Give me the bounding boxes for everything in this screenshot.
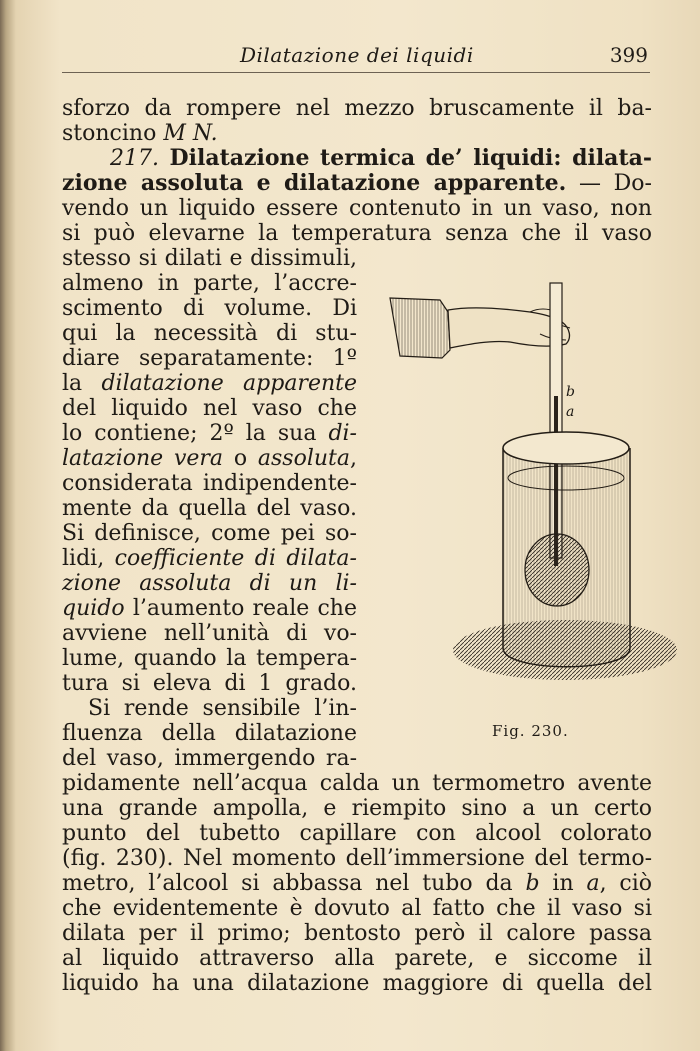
sleeve-cuff bbox=[390, 298, 450, 358]
label-b: b bbox=[566, 384, 575, 400]
text-line: scimento di volume. Di bbox=[62, 296, 357, 321]
figure-230 bbox=[380, 278, 680, 698]
text-line: mente da quella del vaso. bbox=[62, 496, 357, 521]
text-line: almeno in parte, l’accre- bbox=[62, 271, 357, 296]
section-heading: 217. Dilatazione termica de’ liquidi: dilata- bbox=[110, 145, 652, 171]
text-line: si può elevarne la temperatura senza che il vaso bbox=[62, 221, 652, 246]
text-line: zione assoluta di un li- bbox=[62, 571, 357, 596]
text-line: punto del tubetto capillare con alcool colorato bbox=[62, 821, 652, 846]
text-line: qui la necessità di stu- bbox=[62, 321, 357, 346]
text-line: sforzo da rompere nel mezzo bruscamente il ba- bbox=[62, 96, 652, 121]
text-line: diare separatamente: 1º bbox=[62, 346, 357, 371]
running-title: Dilatazione dei liquidi bbox=[240, 43, 474, 67]
text-line: stoncino M N. bbox=[62, 121, 218, 146]
text-line: Si rende sensibile l’in- bbox=[88, 696, 357, 721]
text-line: dilata per il primo; bentosto però il calore passa bbox=[62, 921, 652, 946]
text-line: del liquido nel vaso che bbox=[62, 396, 357, 421]
text-line: del vaso, immergendo ra- bbox=[62, 746, 357, 771]
thermometer-engraving bbox=[380, 278, 680, 698]
thermometer-bulb bbox=[525, 534, 589, 606]
text-line: tura si eleva di 1 grado. bbox=[62, 671, 357, 696]
label-a: a bbox=[566, 404, 575, 420]
text-line: avviene nell’unità di vo- bbox=[62, 621, 357, 646]
text-line: al liquido attraverso alla parete, e siccome il bbox=[62, 946, 652, 971]
jar-rim bbox=[503, 432, 629, 464]
text-line: quido l’aumento reale che bbox=[62, 596, 357, 621]
text-line: lume, quando la tempera- bbox=[62, 646, 357, 671]
text-line: la dilatazione apparente bbox=[62, 371, 357, 396]
section-heading-cont: zione assoluta e dilatazione apparente. — Do- bbox=[62, 170, 652, 196]
text-line: pidamente nell’acqua calda un termometro avente bbox=[62, 771, 652, 796]
running-header bbox=[62, 40, 650, 73]
page-number: 399 bbox=[609, 43, 648, 67]
text-line: una grande ampolla, e riempito sino a un certo bbox=[62, 796, 652, 821]
text-line: considerata indipendente- bbox=[62, 471, 357, 496]
text-line: liquido ha una dilatazione maggiore di quella del bbox=[62, 971, 652, 996]
text-line: che evidentemente è dovuto al fatto che il vaso si bbox=[62, 896, 652, 921]
text-line: (fig. 230). Nel momento dell’immersione del termo- bbox=[62, 846, 652, 871]
text-line: fluenza della dilatazione bbox=[62, 721, 357, 746]
text-line: metro, l’alcool si abbassa nel tubo da b in a, ciò bbox=[62, 871, 653, 896]
text-line: vendo un liquido essere contenuto in un vaso, non bbox=[62, 196, 652, 221]
figure-caption: Fig. 230. bbox=[492, 722, 569, 740]
text-line: Si definisce, come pei so- bbox=[62, 521, 357, 546]
text-line: latazione vera o assoluta, bbox=[62, 446, 357, 471]
text-line: lidi, coefficiente di dilata- bbox=[62, 546, 357, 571]
text-line: stesso si dilati e dissimuli, bbox=[62, 246, 357, 271]
text-line: lo contiene; 2º la sua di- bbox=[62, 421, 357, 446]
